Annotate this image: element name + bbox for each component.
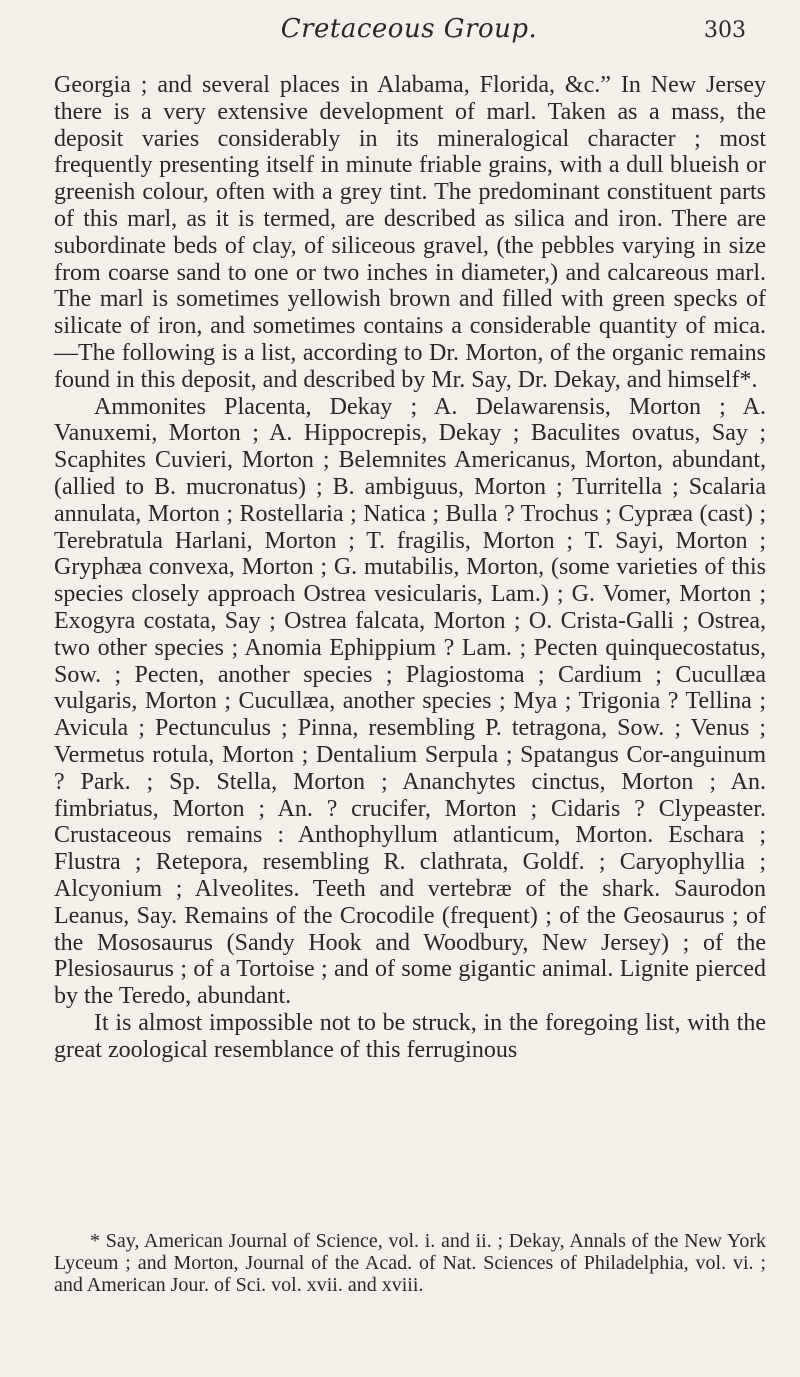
footnote: * Say, American Journal of Science, vol. i. and ii. ; Dekay, Annals of the New York Lyceum ; and Morton, Journal of the Acad. of Nat. Sciences of Philadelphia, vol. vi. ; and American Jour. of Sci. vol. xvii. and xviii. [54, 1230, 766, 1296]
body-text [54, 72, 766, 1063]
running-head [54, 10, 764, 50]
paragraph-conclusion: It is almost impossible not to be struck, in the foregoing list, with the great zoological resemblance of this ferruginous [54, 1009, 766, 1063]
paragraph-fossil-list: Ammonites Placenta, Dekay ; A. Delawarensis, Morton ; A. Vanuxemi, Morton ; A. Hippocrepis, Dekay ; Baculites ovatus, Say ; Scaphites Cuvieri, Morton ; Belemnites Americanus, Morton, abundant, (allied to B. mucronatus) ; B. ambiguus, Morton ; Turritella ; Scalaria annulata, Morton ; Rostellaria ; Natica ; Bulla ? Trochus ; Cypræa (cast) ; Terebratula Harlani, Morton ; T. fragilis, Morton ; T. Sayi, Morton ; Gryphæa convexa, Morton ; G. mutabilis, Morton, (some varieties of this species closely approach Ostrea vesicularis, Lam.) ; G. Vomer, Morton ; Exogyra costata, Say ; Ostrea falcata, Morton ; O. Crista-Galli ; Ostrea, two other species ; Anomia Ephippium ? Lam. ; Pecten quinquecostatus, Sow. ; Pecten, another species ; Plagiostoma ; Cardium ; Cucullæa vulgaris, Morton ; Cucullæa, another species ; Mya ; Trigonia ? Tellina ; Avicula ; Pectunculus ; Pinna, resembling P. tetragona, Sow. ; Venus ; Vermetus rotula, Morton ; Dentalium Serpula ; Spatangus Cor-anguinum ? Park. ; Sp. Stella, Morton ; Ananchytes cinctus, Morton ; An. fimbriatus, Morton ; An. ? crucifer, Morton ; Cidaris ? Clypeaster. Crustaceous remains : Anthophyllum atlanticum, Morton. Eschara ; Flustra ; Retepora, resembling R. clathrata, Goldf. ; Caryophyllia ; Alcyonium ; Alveolites. Teeth and vertebræ of the shark. Saurodon Leanus, Say. Remains of the Crocodile (frequent) ; of the Geosaurus ; of the Mososaurus (Sandy Hook and Woodbury, New Jersey) ; of the Plesiosaurus ; of a Tortoise ; and of some gigantic animal. Lignite pierced by the Teredo, abundant. [54, 393, 766, 1010]
paragraph-intro: Georgia ; and several places in Alabama, Florida, &c.” In New Jersey there is a very extensive development of marl. Taken as a mass, the deposit varies considerably in its mineralogical character ; most frequently presenting itself in minute friable grains, with a dull blueish or greenish colour, often with a grey tint. The predominant constituent parts of this marl, as it is termed, are described as silica and iron. There are subordinate beds of clay, of siliceous gravel, (the pebbles varying in size from coarse sand to one or two inches in diameter,) and calcareous marl. The marl is sometimes yellowish brown and filled with green specks of silicate of iron, and sometimes contains a considerable quantity of mica.—The following is a list, according to Dr. Morton, of the organic remains found in this deposit, and described by Mr. Say, Dr. Dekay, and himself*. [54, 72, 766, 393]
page-number: 303 [704, 18, 746, 43]
running-title: Cretaceous Group. [280, 14, 538, 44]
